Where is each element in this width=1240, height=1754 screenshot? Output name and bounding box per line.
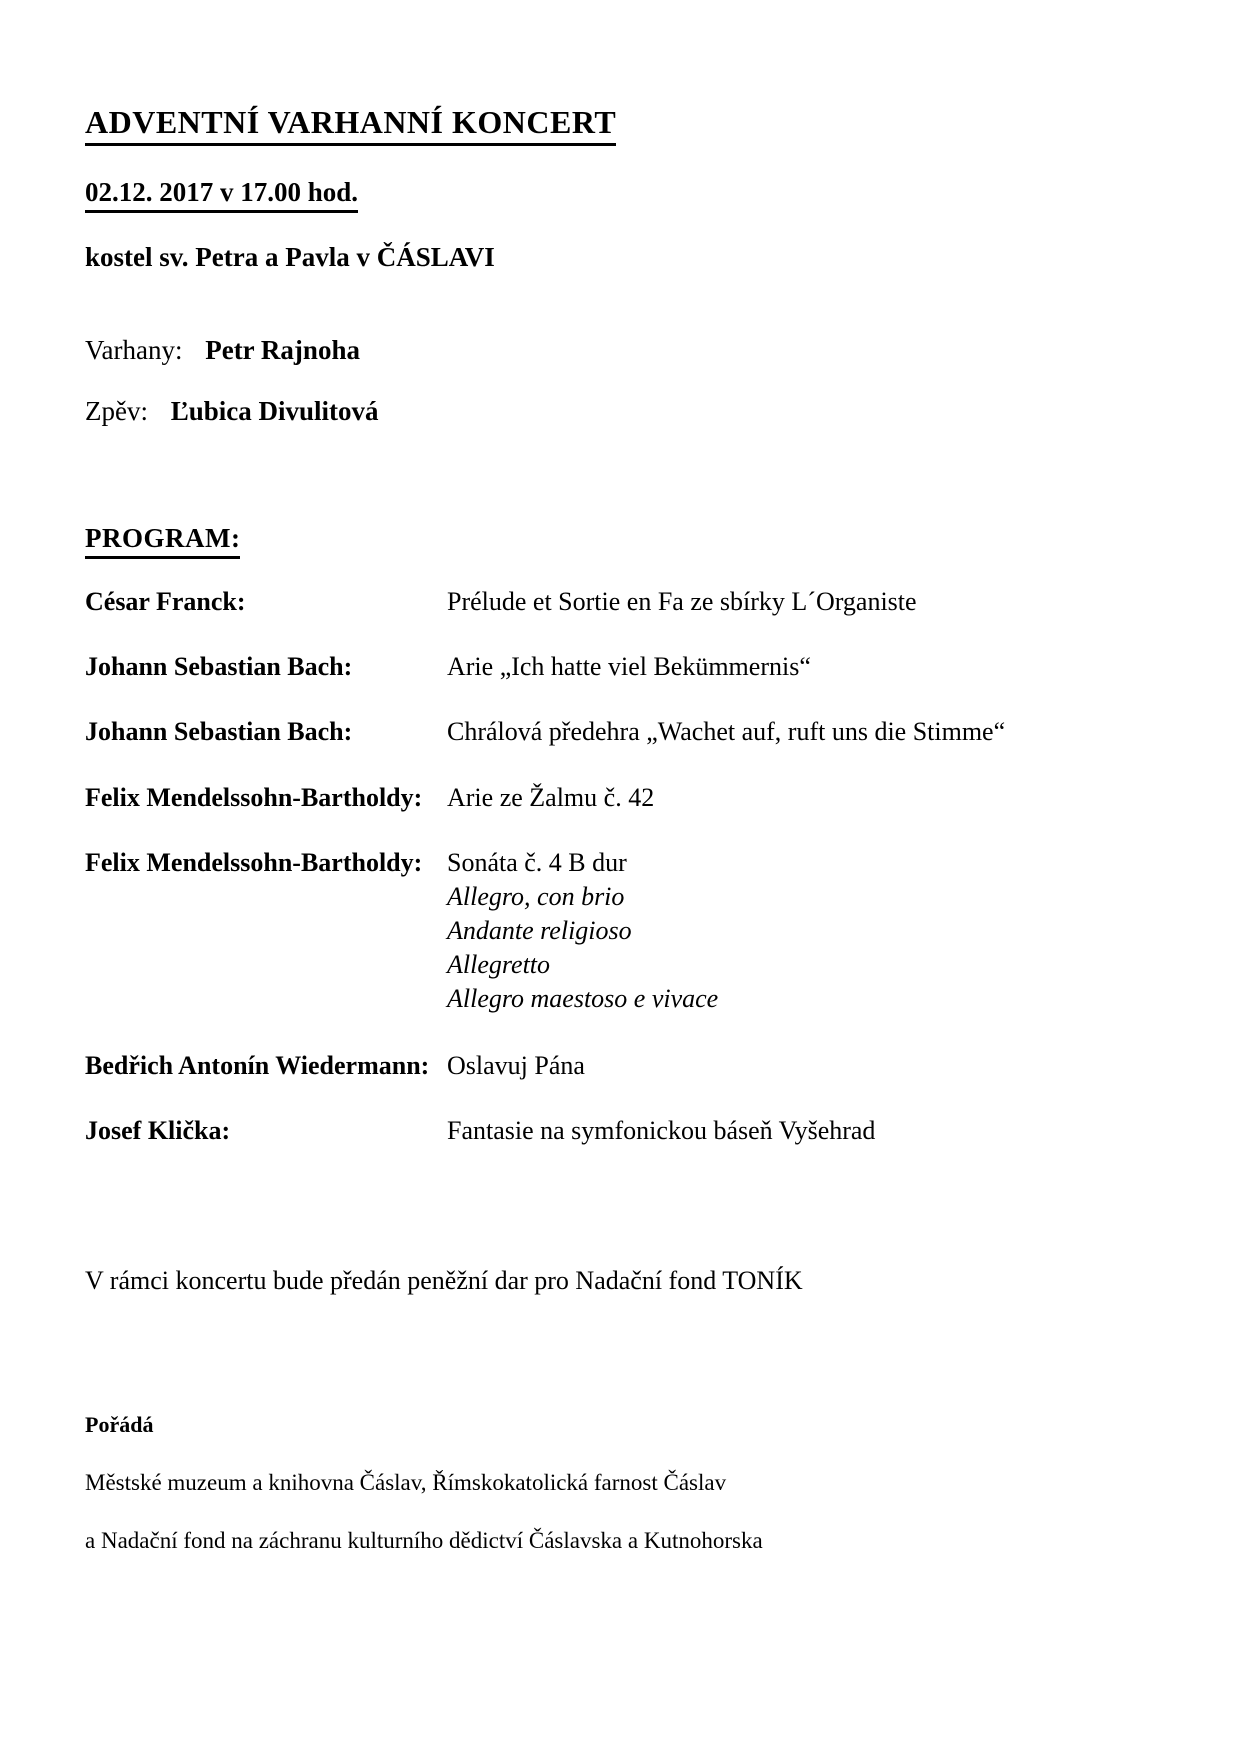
performer-role: Varhany: [85,335,183,365]
event-datetime [85,177,1150,208]
piece-title: Oslavuj Pána [447,1050,585,1080]
composer-name: Johann Sebastian Bach: [85,717,353,747]
movement: Allegretto [447,949,551,979]
piece-title: Chrálová předehra „Wachet auf, ruft uns die Stimme“ [447,717,1006,747]
program-entry [85,651,1150,682]
performer-role: Zpěv: [85,396,148,426]
piece-title: Prélude et Sortie en Fa ze sbírky L´Organiste [447,587,917,616]
program-entry [85,716,1150,747]
piece-title: Fantasie na symfonickou báseň Vyšehrad [447,1116,876,1146]
event-datetime-text: 02.12. 2017 v 17.00 hod. [85,177,358,213]
performer-row-organ [85,335,1150,366]
program-heading [85,523,1150,554]
composer-name: Felix Mendelssohn-Bartholdy: [85,847,423,877]
movement: Allegro maestoso e vivace [447,983,719,1013]
program-heading-text: PROGRAM: [85,523,240,559]
composer-name: Bedřich Antonín Wiedermann: [85,1050,430,1080]
composer-name: Felix Mendelssohn-Bartholdy: [85,782,423,812]
composer-name: Johann Sebastian Bach: [85,652,353,682]
performer-name: Ľubica Divulitová [170,396,379,426]
donation-note: V rámci koncertu bude předán peněžní dar pro Nadační fond TONÍK [85,1266,803,1296]
composer-name: Josef Klička: [85,1116,231,1146]
program-entry [85,782,1150,813]
organizer-heading: Pořádá [85,1412,154,1438]
program-entry [85,847,1150,1016]
organizer-line: a Nadační fond na záchranu kulturního dědictví Čáslavska a Kutnohorska [85,1528,763,1554]
composer-name: César Franck: [85,587,246,616]
program-entry [85,586,1150,617]
performer-name: Petr Rajnoha [205,335,360,365]
piece-title: Arie „Ich hatte viel Bekümmernis“ [447,652,811,682]
program-entry [85,1050,1150,1081]
program-list [85,586,1150,1146]
movement: Allegro, con brio [447,881,625,911]
event-venue: kostel sv. Petra a Pavla v ČÁSLAVI [85,242,495,272]
movement: Andante religioso [447,915,632,945]
performers-section [85,335,1150,427]
piece-title: Sonáta č. 4 B dur [447,847,627,877]
piece-cell [447,847,1150,1016]
organizer-line: Městské muzeum a knihovna Čáslav, Římskokatolická farnost Čáslav [85,1470,727,1496]
program-entry [85,1115,1150,1146]
piece-title: Arie ze Žalmu č. 42 [447,782,655,812]
document-title-text: ADVENTNÍ VARHANNÍ KONCERT [85,104,616,146]
movement-list [447,880,1150,1016]
performer-row-voice [85,396,1150,427]
document-title [85,104,1150,141]
